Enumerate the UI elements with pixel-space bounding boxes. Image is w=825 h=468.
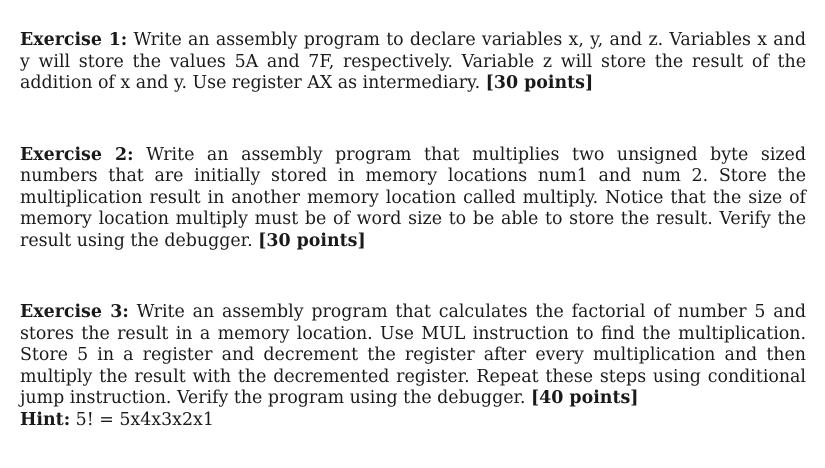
exercise-2-body: Write an assembly program that multiplies two unsigned byte sized numbers that are initially stored in memory locations num1 and num 2. Store the multiplication result in another memory location called multiply. Notice that the size of memory location multiply must be of word size to be able to store the result. Verify the result using the debugger. — [20, 144, 806, 251]
exercise-3-body: Write an assembly program that calculates the factorial of number 5 and stores the result in a memory location. Use MUL instruction to find the multiplication. Store 5 in a register and decrement the register after every multiplication and then multiply the result with the decremented register. Repeat these steps using conditional jump instruction. Verify the program using the debugger. — [20, 302, 806, 408]
document-page — [20, 30, 806, 431]
exercise-2-points: [30 points] — [258, 230, 366, 251]
exercise-1-title: Exercise 1: — [20, 30, 128, 50]
exercise-3-title: Exercise 3: — [20, 302, 129, 322]
exercise-2 — [20, 145, 806, 253]
exercise-1-body: Write an assembly program to declare variables x, y, and z. Variables x and y will store the values 5A and 7F, respectively. Variable z will store the result of the addition of x and y. Use register AX as intermediary. — [20, 30, 806, 93]
exercise-3 — [20, 302, 806, 410]
exercise-1 — [20, 30, 806, 95]
exercise-1-points: [30 points] — [485, 73, 594, 93]
hint-text: 5! = 5x4x3x2x1 — [70, 409, 214, 430]
exercise-2-title: Exercise 2: — [20, 144, 134, 165]
hint — [20, 410, 806, 432]
exercise-3-points: [40 points] — [530, 388, 639, 408]
hint-label: Hint: — [20, 409, 71, 430]
